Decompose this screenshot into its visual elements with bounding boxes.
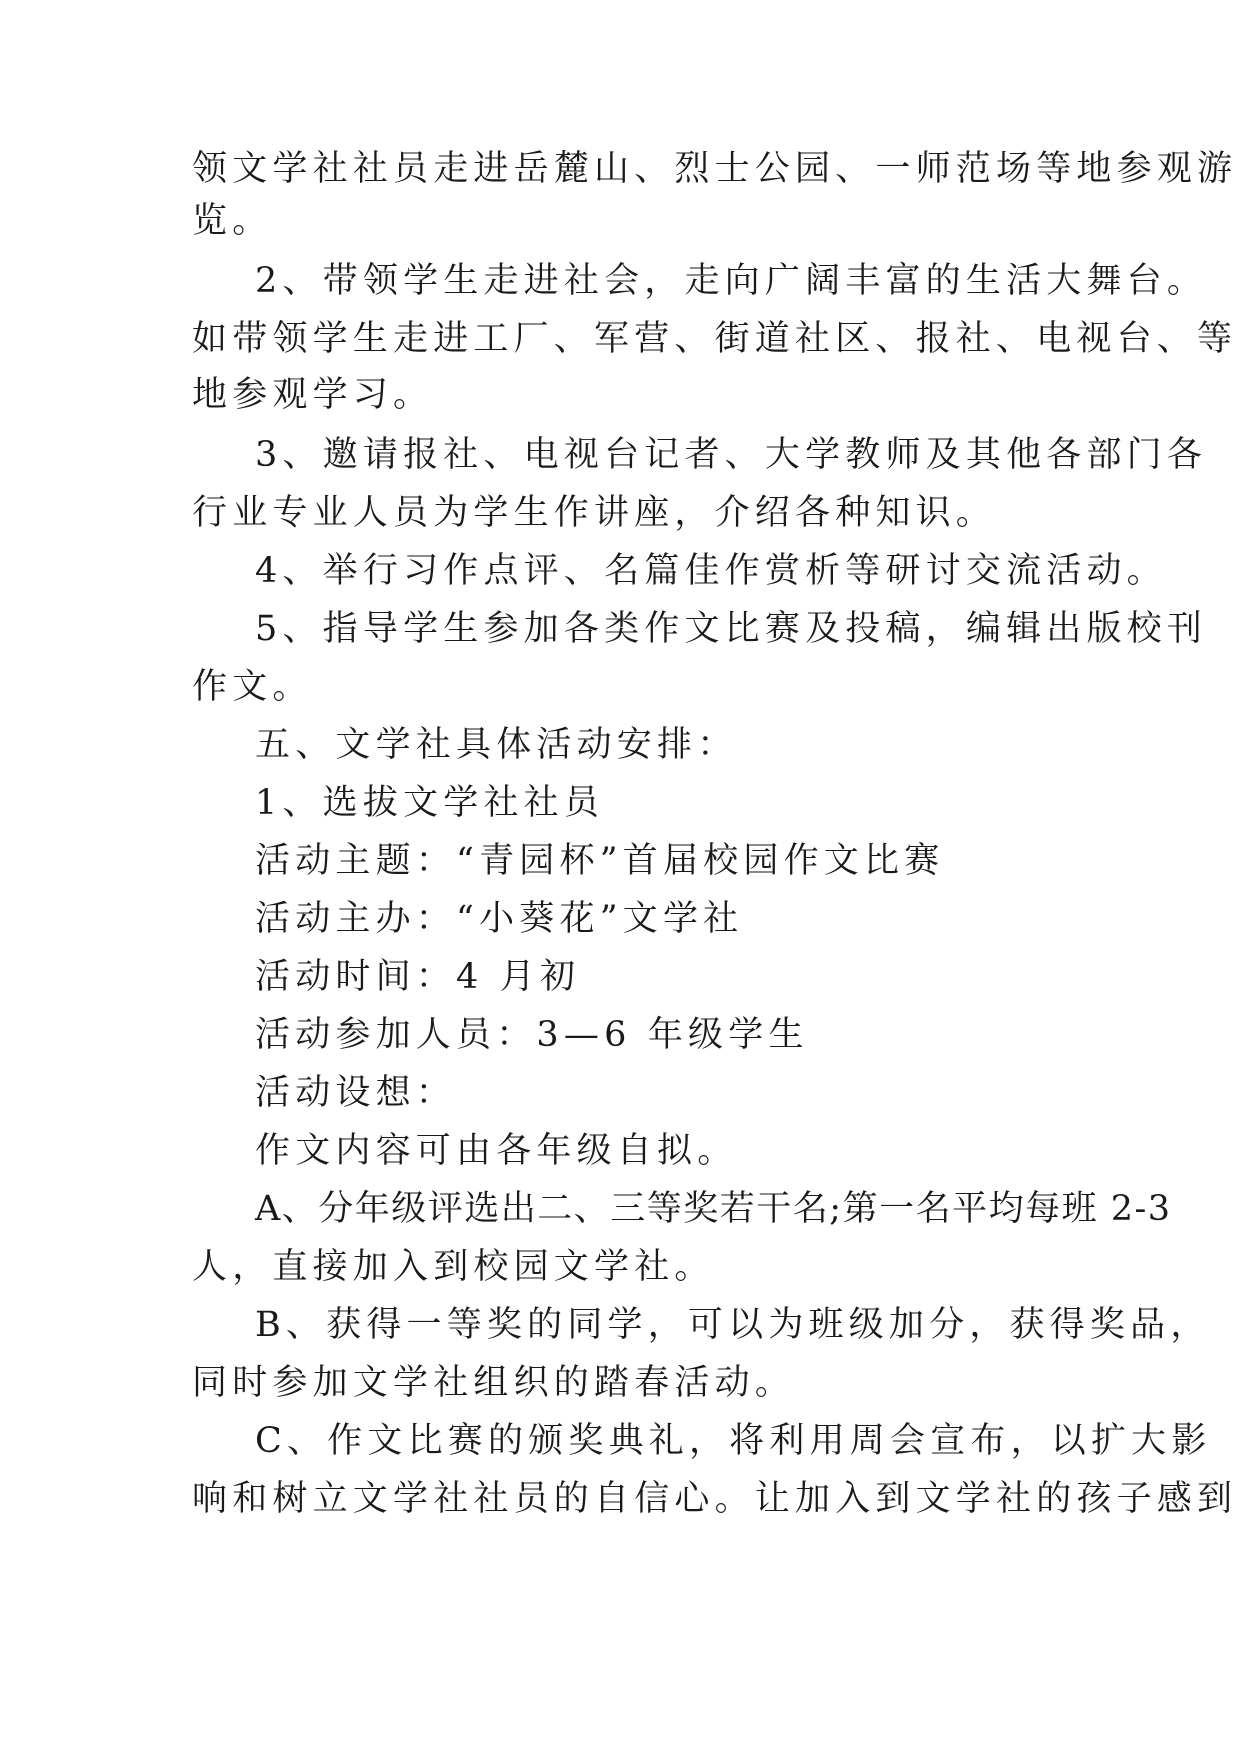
text-line: 4、举行习作点评、名篇佳作赏析等研讨交流活动。	[255, 551, 1167, 591]
text-line: 同时参加文学社组织的踏春活动。	[192, 1363, 796, 1403]
text-line: 人，直接加入到校园文学社。	[192, 1247, 715, 1287]
text-line: 作文。	[192, 667, 313, 707]
text-line: 3、邀请报社、电视台记者、大学教师及其他各部门各	[255, 435, 1208, 475]
text-line: 活动时间：4 月初	[255, 957, 581, 997]
text-line: 5、指导学生参加各类作文比赛及投稿，编辑出版校刊	[255, 609, 1208, 649]
text-line: 如带领学生走进工厂、军营、街道社区、报社、电视台、等	[192, 319, 1238, 359]
text-line: A、分年级评选出二、三等奖若干名;第一名平均每班 2-3	[255, 1189, 1172, 1229]
text-line: 活动主办：“小葵花”文学社	[255, 899, 744, 939]
text-line: 活动参加人员：3—6 年级学生	[255, 1015, 809, 1055]
text-line: 活动设想：	[255, 1073, 457, 1113]
section-heading: 五、文学社具体活动安排：	[255, 725, 738, 765]
text-line: 地参观学习。	[192, 375, 434, 415]
text-line: 作文内容可由各年级自拟。	[255, 1131, 738, 1171]
text-line: 览。	[192, 201, 273, 241]
text-line: 2、带领学生走进社会，走向广阔丰富的生活大舞台。	[255, 261, 1208, 301]
text-line: B、获得一等奖的同学，可以为班级加分，获得奖品，	[255, 1305, 1211, 1345]
text-line: 领文学社社员走进岳麓山、烈士公园、一师范场等地参观游	[192, 149, 1238, 189]
text-line: 活动主题：“青园杯”首届校园作文比赛	[255, 841, 945, 881]
text-line: 响和树立文学社社员的自信心。让加入到文学社的孩子感到	[192, 1479, 1238, 1519]
text-line: 行业专业人员为学生作讲座，介绍各种知识。	[192, 493, 997, 533]
text-line: C、作文比赛的颁奖典礼，将利用周会宣布，以扩大影	[255, 1421, 1212, 1461]
text-line: 1、选拔文学社社员	[255, 783, 605, 823]
